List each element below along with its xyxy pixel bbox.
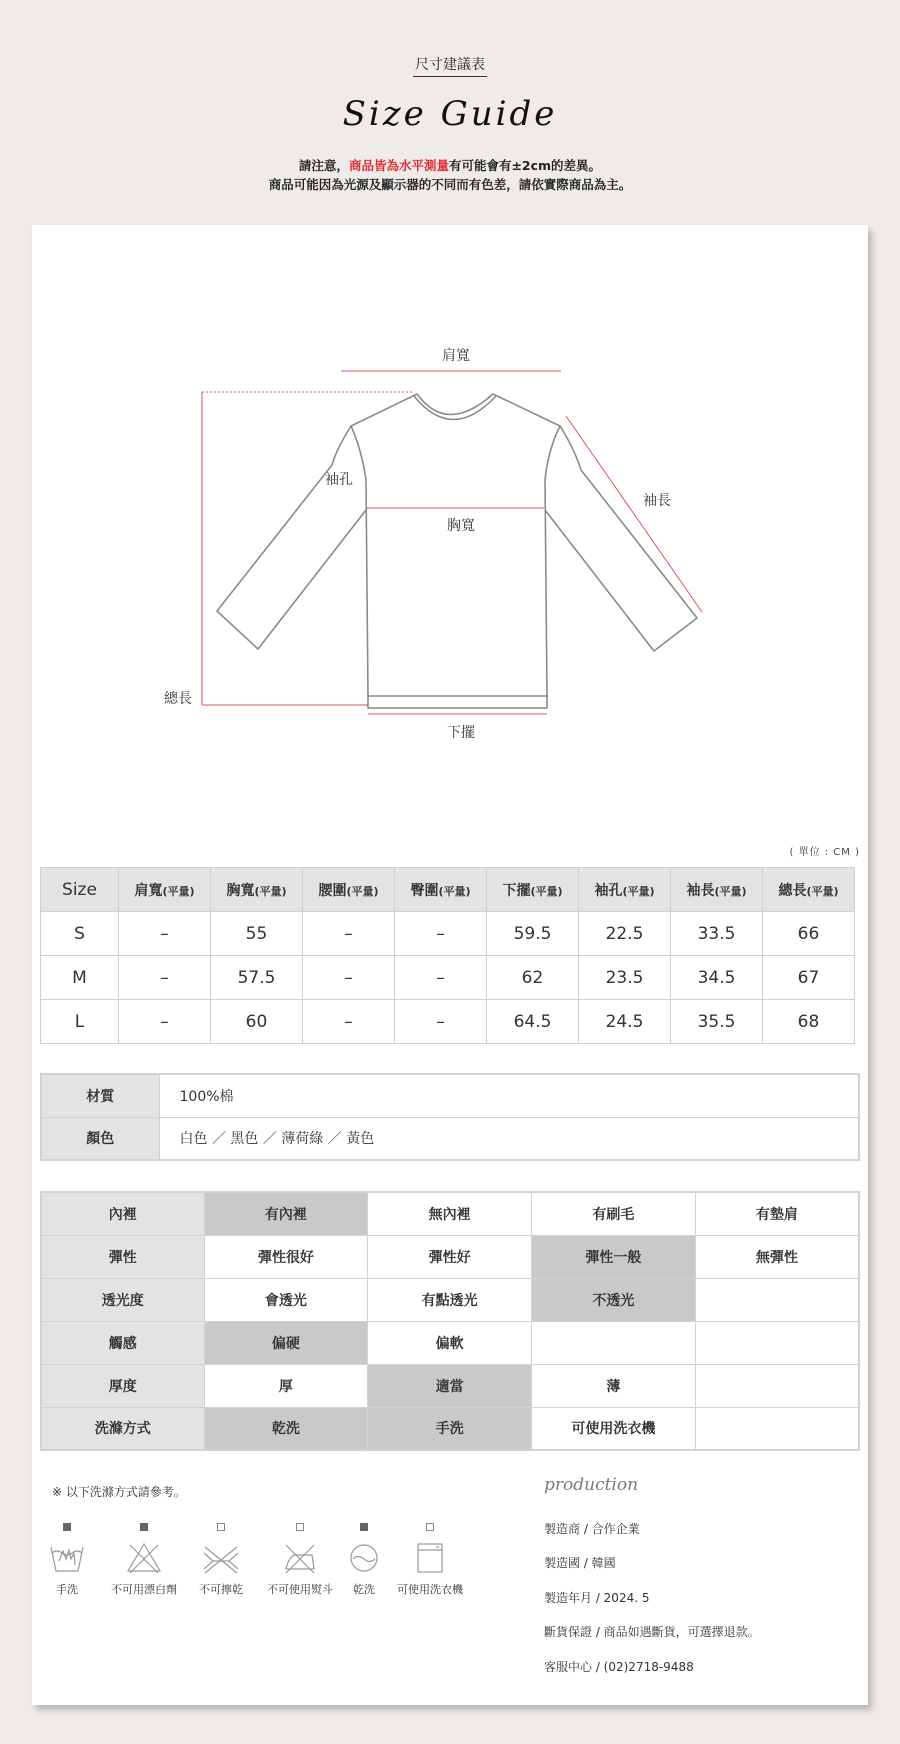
attribute-option: 有內裡 [204,1192,368,1235]
armhole-header: 袖孔(平量) [579,868,671,912]
attribute-option: 彈性好 [368,1235,532,1278]
attribute-option: 手洗 [368,1407,532,1450]
table-cell: 55 [211,912,303,956]
washing-machine-icon [413,1541,447,1575]
material-table [40,1073,860,1161]
attribute-option: 無彈性 [695,1235,859,1278]
care-label: 乾洗 [353,1583,375,1596]
attribute-option: 有墊肩 [695,1192,859,1235]
attribute-row [41,1364,859,1407]
size-cell: S [41,912,119,956]
wash-note: ※ 以下洗滌方式請參考。 [52,1485,186,1499]
armhole-label: 袖孔 [325,472,353,488]
shoulder-label: 肩寬 [442,348,470,364]
size-header: Size [41,868,119,912]
shoulder-header: 肩寬(平量) [119,868,211,912]
table-cell: – [303,912,395,956]
no-iron-icon [282,1541,318,1575]
table-cell: – [303,1000,395,1044]
table-cell: 34.5 [671,956,763,1000]
care-item-dry-clean [344,1523,384,1597]
attribute-label: 透光度 [41,1278,204,1321]
right-sleeve [545,426,697,651]
size-table-header [41,868,855,912]
table-cell: 66 [763,912,855,956]
size-guide-card [32,225,868,1705]
attribute-row [41,1235,859,1278]
care-label: 可使用洗衣機 [397,1583,463,1596]
table-cell: 57.5 [211,956,303,1000]
no-wring-icon [201,1541,241,1575]
table-row [41,1000,855,1044]
customer-service-line: 客服中心 / (02)2718-9488 [544,1660,694,1674]
length-header: 總長(平量) [763,868,855,912]
attribute-label: 厚度 [41,1364,204,1407]
care-label: 手洗 [56,1583,78,1596]
chest-label: 胸寬 [447,518,475,534]
care-label: 不可用漂白劑 [111,1583,177,1596]
no-bleach-icon [126,1541,162,1575]
hem-band [368,696,547,708]
garment-body-outline [351,394,560,696]
care-checkbox [296,1523,304,1531]
material-label: 材質 [41,1074,159,1117]
origin-line: 製造國 / 韓國 [544,1556,616,1570]
color-value: 白色 ／ 黑色 ／ 薄荷綠 ／ 黃色 [159,1117,859,1160]
hip-header: 臀圍(平量) [395,868,487,912]
attribute-option: 不透光 [532,1278,696,1321]
manufacturer-line: 製造商 / 合作企業 [544,1522,640,1536]
table-cell: 64.5 [487,1000,579,1044]
size-cell: L [41,1000,119,1044]
attribute-option: 可使用洗衣機 [532,1407,696,1450]
care-checkbox [426,1523,434,1531]
manufacture-date-line: 製造年月 / 2024. 5 [544,1591,650,1605]
color-label: 顏色 [41,1117,159,1160]
table-cell: 23.5 [579,956,671,1000]
table-cell: – [303,956,395,1000]
size-cell: M [41,956,119,1000]
dry-clean-icon [347,1541,381,1575]
attribute-option: 無內裡 [368,1192,532,1235]
table-cell: 68 [763,1000,855,1044]
care-item-no-iron [262,1523,338,1597]
care-icons [44,1523,484,1623]
attribute-option [695,1407,859,1450]
table-cell: – [395,912,487,956]
table-cell: 62 [487,956,579,1000]
attribute-row [41,1321,859,1364]
attribute-option: 彈性很好 [204,1235,368,1278]
attribute-option: 偏硬 [204,1321,368,1364]
attribute-option [532,1321,696,1364]
table-cell: 22.5 [579,912,671,956]
table-cell: 67 [763,956,855,1000]
attribute-option [695,1321,859,1364]
hand-wash-icon [49,1541,85,1575]
sleeve-measure-line [566,416,702,612]
hem-header: 下擺(平量) [487,868,579,912]
attribute-option: 有點透光 [368,1278,532,1321]
hem-label: 下擺 [447,725,475,741]
attribute-option: 偏軟 [368,1321,532,1364]
table-cell: 24.5 [579,1000,671,1044]
care-item-no-wring [192,1523,250,1597]
collar-inner [414,396,496,420]
attribute-label: 內裡 [41,1192,204,1235]
table-cell: 60 [211,1000,303,1044]
attribute-label: 洗滌方式 [41,1407,204,1450]
care-label: 不可擰乾 [199,1583,243,1596]
size-table [40,867,855,1044]
material-row [41,1074,859,1117]
table-cell: 33.5 [671,912,763,956]
care-checkbox [140,1523,148,1531]
sleeve-label: 袖長 [643,493,671,509]
production-title: production [544,1475,639,1495]
page-header [0,0,900,220]
stock-guarantee-line: 斷貨保證 / 商品如遇斷貨，可選擇退款。 [544,1625,760,1639]
care-item-washing-machine [392,1523,468,1597]
table-cell: – [119,956,211,1000]
attribute-label: 彈性 [41,1235,204,1278]
chest-header: 胸寬(平量) [211,868,303,912]
table-cell: 59.5 [487,912,579,956]
attribute-option: 彈性一般 [532,1235,696,1278]
page-subtitle: 尺寸建議表 [0,54,900,74]
attribute-option: 有刷毛 [532,1192,696,1235]
color-note: 商品可能因為光源及顯示器的不同而有色差，請依實際商品為主。 [268,177,632,192]
garment-diagram [32,225,868,825]
care-checkbox [217,1523,225,1531]
waist-header: 腰圍(平量) [303,868,395,912]
left-sleeve [217,426,366,649]
unit-label: ( 單位 : CM ) [789,847,860,858]
table-cell: – [395,956,487,1000]
care-checkbox [360,1523,368,1531]
attribute-row [41,1278,859,1321]
table-cell: – [395,1000,487,1044]
attribute-option: 厚 [204,1364,368,1407]
attribute-option: 薄 [532,1364,696,1407]
attribute-option [695,1364,859,1407]
table-cell: – [119,1000,211,1044]
measurement-note: 請注意，商品皆為水平測量有可能會有±2cm的差異。 [298,158,602,173]
fabric-attribute-table [40,1191,860,1451]
care-checkbox [63,1523,71,1531]
attribute-option [695,1278,859,1321]
attribute-row [41,1407,859,1450]
attribute-label: 觸感 [41,1321,204,1364]
table-row [41,912,855,956]
color-row [41,1117,859,1160]
table-row [41,956,855,1000]
table-cell: 35.5 [671,1000,763,1044]
attribute-option: 會透光 [204,1278,368,1321]
table-cell: – [119,912,211,956]
attribute-option: 適當 [368,1364,532,1407]
care-label: 不可使用熨斗 [267,1583,333,1596]
sleeve-header: 袖長(平量) [671,868,763,912]
material-value: 100%棉 [159,1074,859,1117]
page-title: Size Guide [342,94,558,134]
care-item-hand-wash [44,1523,90,1597]
attribute-option: 乾洗 [204,1407,368,1450]
attribute-row [41,1192,859,1235]
care-item-no-bleach [106,1523,182,1597]
length-label: 總長 [164,691,192,707]
